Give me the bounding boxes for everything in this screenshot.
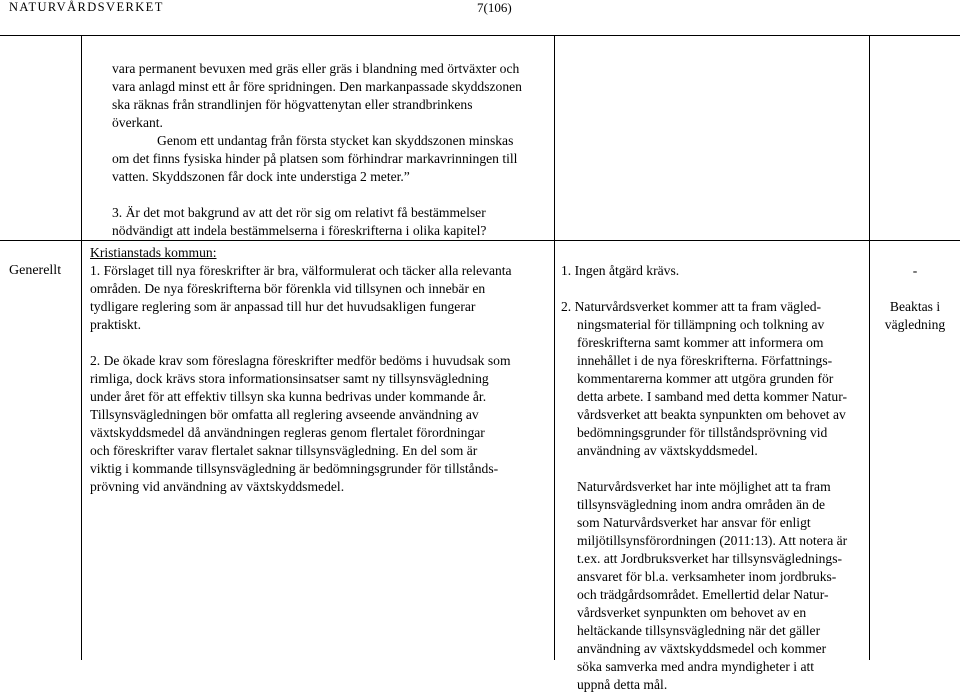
response-line: ningsmaterial för tillämpning och tolkning av [577,317,825,332]
column-divider-2 [554,35,555,660]
response-line: heltäckande tillsynsvägledning när det gäller [577,623,821,638]
comment-line: prövning vid användning av växtskyddsmedel. [90,479,345,494]
response-line: tillsynsvägledning inom andra områden än de [577,497,826,512]
action-line: Beaktas i [889,299,941,314]
response-line: Naturvårdsverket har inte möjlighet att ta fram [577,479,831,494]
response-line: föreskrifterna samt kommer att informera om [577,335,824,350]
action-cell [870,262,960,334]
response-paragraph [561,478,867,694]
comment-line: praktiskt. [90,317,141,332]
question-3: nödvändigt att indela bestämmelserna i föreskrifterna i olika kapitel? [112,223,487,238]
comment-line: och föreskrifter varav flertalet saknar tillsynsvägledning. En del som är [90,443,478,458]
response-line: innehållet i de nya föreskrifterna. Författnings- [577,353,833,368]
response-line: söka samverka med andra myndigheter i att [577,659,815,674]
comment-cell [90,244,552,496]
response-line: uppnå detta mål. [577,677,668,692]
row-divider [0,240,960,241]
text-line: vara anlagd minst ett år före spridningen. Den markanpassade skyddszonen [112,79,522,94]
comment-line: under året för att effektiv tillsyn ska kunna bedrivas under kommande år. [90,389,487,404]
regulation-text-block [112,60,552,240]
response-line: miljötillsynsförordningen (2011:13). Att notera är [577,533,848,548]
response-line: bedömningsgrunder för tillståndsprövning vid [577,425,828,440]
response-line: vårdsverket synpunkten om behovet av en [577,605,807,620]
section-label: Generellt [9,263,62,278]
response-line: kommentarerna kommer att utgöra grunden för [577,371,834,386]
comment-line: 1. Förslaget till nya föreskrifter är bra, välformulerat och täcker alla relevanta [90,263,512,278]
text-line: om det finns fysiska hinder på platsen som förhindrar markavrinningen till [112,151,518,166]
response-line: som Naturvårdsverket har ansvar för enligt [577,515,811,530]
text-line: vara permanent bevuxen med gräs eller gräs i blandning med örtväxter och [112,61,520,76]
question-3: 3. Är det mot bakgrund av att det rör sig om relativt få bestämmelser [112,205,486,220]
comment-line: växtskyddsmedel då användningen regleras genom flertalet förordningar [90,425,485,440]
response-line: 2. Naturvårdsverket kommer att ta fram vägled- [561,299,822,314]
text-line: vatten. Skyddszonen får dock inte understiga 2 meter.” [112,169,410,184]
comment-line: 2. De ökade krav som föreslagna föreskrifter medför bedöms i huvudsak som [90,353,511,368]
response-line: t.ex. att Jordbruksverket har tillsynsväglednings- [577,551,843,566]
response-line: vårdsverket att beakta synpunkten om behovet av [577,407,846,422]
response-line: användning av växtskyddsmedel och kommer [577,641,827,656]
response-line: detta arbete. I samband med detta kommer Natur- [577,389,847,404]
comment-line: viktig i kommande tillsynsvägledning är bedömningsgrunder för tillstånds- [90,461,499,476]
response-line: användning av växtskyddsmedel. [577,443,758,458]
commenter-name: Kristianstads kommun: [90,245,217,260]
comment-line: rimliga, dock krävs stora informationsinsatser samt ny tillsynsvägledning [90,371,489,386]
action-dash: - [912,263,918,278]
response-line: och trädgårdsområdet. Emellertid delar Natur- [577,587,829,602]
response-cell [561,262,867,694]
text-line: Genom ett undantag från första stycket kan skyddszonen minskas [157,133,514,148]
column-divider-3 [869,35,870,660]
action-line: vägledning [884,317,946,332]
table-top-border [0,35,960,36]
comment-line: Tillsynsvägledningen bör omfatta all reglering avseende användning av [90,407,479,422]
page-number: 7(106) [477,0,512,15]
org-name: NATURVÅRDSVERKET [9,0,164,14]
response-line: 1. Ingen åtgärd krävs. [561,263,680,278]
comment-line: tydligare reglering som är anpassad till hur det huvudsakligen fungerar [90,299,476,314]
column-divider-1 [81,35,82,660]
text-line: överkant. [112,115,163,130]
text-line: ska räknas från strandlinjen för högvattenytan eller strandbrinkens [112,97,473,112]
response-line: ansvaret för bl.a. verksamheter inom jordbruks- [577,569,837,584]
comment-line: områden. De nya föreskrifterna bör förenkla vid tillsynen och innebär en [90,281,486,296]
